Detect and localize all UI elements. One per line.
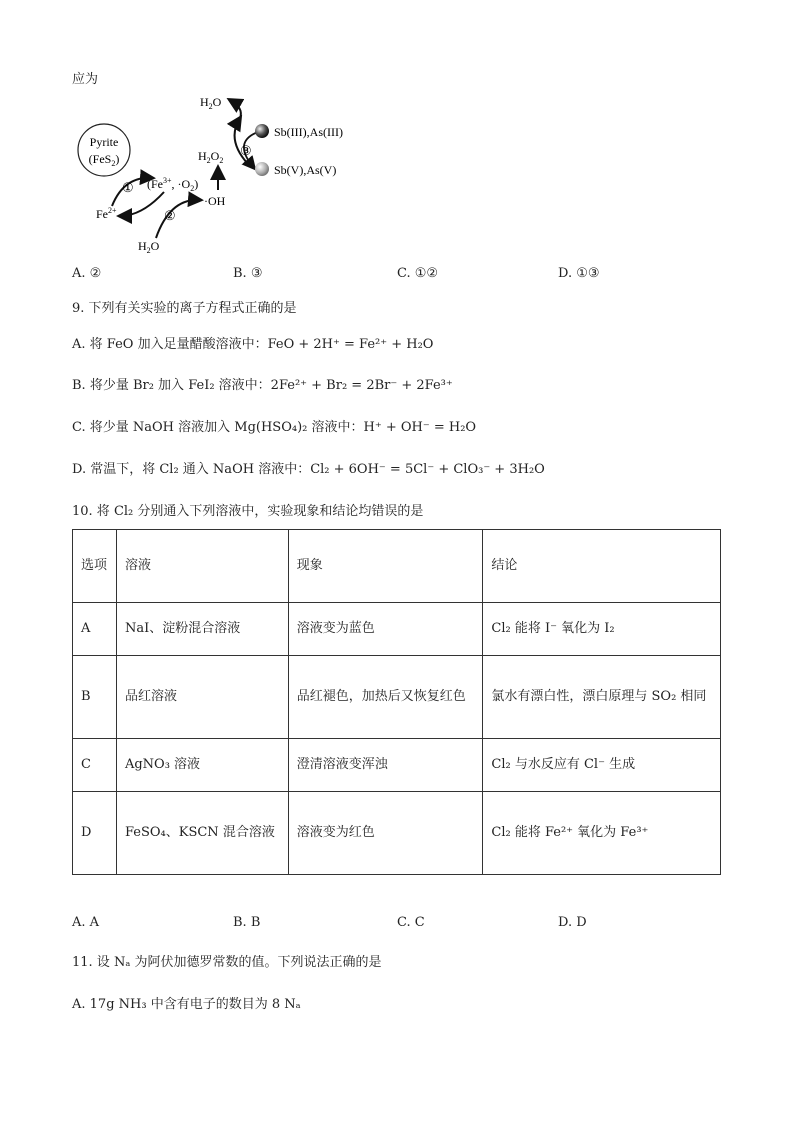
h2o-top-label: $H_2O$: [200, 95, 222, 111]
step2-label: ②: [164, 208, 176, 223]
row-c-conclusion: Cl₂ 与水反应有 Cl⁻ 生成: [483, 739, 721, 792]
q10-option-d: D. D: [558, 915, 587, 930]
fe3-label: ($Fe^{3+}$, $\cdot O_2$): [147, 176, 199, 193]
row-a-conclusion: Cl₂ 能将 I⁻ 氧化为 I₂: [483, 603, 721, 656]
step3-label: ③: [240, 143, 252, 158]
sb3-label: Sb(III),As(III): [274, 125, 343, 139]
oh-label: ·OH: [204, 194, 226, 208]
row-d-option: D: [73, 792, 117, 875]
pyrite-label: Pyrite: [89, 135, 119, 149]
pyrite-circle: [78, 124, 130, 176]
q10-option-c: C. C: [397, 915, 425, 930]
table-row: [73, 792, 721, 875]
arrow-step2-back: [120, 192, 164, 216]
row-a-solution: NaI、淀粉混合溶液: [116, 603, 288, 656]
q10-option-b: B. B: [233, 915, 261, 930]
q11-stem: 11. 设 Nₐ 为阿伏加德罗常数的值。下列说法正确的是: [72, 955, 382, 970]
row-d-phenomenon: 溶液变为红色: [288, 792, 483, 875]
sb5-ball: [255, 162, 269, 176]
arrow-step3-h2o: [230, 100, 241, 118]
sb5-label: Sb(V),As(V): [274, 163, 337, 177]
fes2-label: (FeS$_2$): [88, 152, 120, 168]
row-a-phenomenon: 溶液变为蓝色: [288, 603, 483, 656]
row-b-solution: 品红溶液: [116, 656, 288, 739]
table-row: [73, 656, 721, 739]
q8-option-b: B. ③: [233, 266, 263, 281]
step1-label: ①: [122, 180, 134, 195]
q10-stem: 10. 将 Cl₂ 分别通入下列溶液中，实验现象和结论均错误的是: [72, 504, 424, 519]
header-solution: 溶液: [116, 530, 288, 603]
reaction-diagram: [72, 88, 372, 260]
fe2-label: $Fe^{2+}$: [96, 206, 117, 221]
row-b-option: B: [73, 656, 117, 739]
q9-option-d: D. 常温下，将 Cl₂ 通入 NaOH 溶液中：Cl₂ + 6OH⁻ = 5Cl⁻ + ClO₃⁻ + 3H₂O: [72, 462, 545, 477]
header-option: 选项: [73, 530, 117, 603]
table-header-row: [73, 530, 721, 603]
row-a-option: A: [73, 603, 117, 656]
table-row: [73, 603, 721, 656]
sb3-ball: [255, 124, 269, 138]
h2o-bottom-label: $H_2O$: [138, 239, 160, 255]
q10-option-a: A. A: [72, 915, 100, 930]
header-conclusion: 结论: [483, 530, 721, 603]
row-b-conclusion: 氯水有漂白性，漂白原理与 SO₂ 相同: [483, 656, 721, 739]
h2o2-label: $H_2O_2$: [198, 149, 224, 165]
q9-option-a: A. 将 FeO 加入足量醋酸溶液中：FeO + 2H⁺ = Fe²⁺ + H₂O: [72, 337, 434, 352]
q10-table: [72, 529, 721, 875]
q9-option-c: C. 将少量 NaOH 溶液加入 Mg(HSO₄)₂ 溶液中：H⁺ + OH⁻ = H₂O: [72, 420, 477, 435]
row-c-option: C: [73, 739, 117, 792]
q9-option-b: B. 将少量 Br₂ 加入 FeI₂ 溶液中：2Fe²⁺ + Br₂ = 2Br⁻ + 2Fe³⁺: [72, 378, 453, 393]
row-d-conclusion: Cl₂ 能将 Fe²⁺ 氧化为 Fe³⁺: [483, 792, 721, 875]
q9-stem: 9. 下列有关实验的离子方程式正确的是: [72, 301, 297, 316]
q11-option-a: A. 17g NH₃ 中含有电子的数目为 8 Nₐ: [72, 997, 301, 1012]
intro-text: 应为: [72, 72, 99, 87]
q8-option-d: D. ①③: [558, 266, 600, 281]
q8-option-a: A. ②: [72, 266, 102, 281]
row-d-solution: FeSO₄、KSCN 混合溶液: [116, 792, 288, 875]
row-c-solution: AgNO₃ 溶液: [116, 739, 288, 792]
header-phenomenon: 现象: [288, 530, 483, 603]
table-row: [73, 739, 721, 792]
arrow-step2-oh: [156, 200, 200, 238]
row-b-phenomenon: 品红褪色，加热后又恢复红色: [288, 656, 483, 739]
row-c-phenomenon: 澄清溶液变浑浊: [288, 739, 483, 792]
q8-option-c: C. ①②: [397, 266, 439, 281]
